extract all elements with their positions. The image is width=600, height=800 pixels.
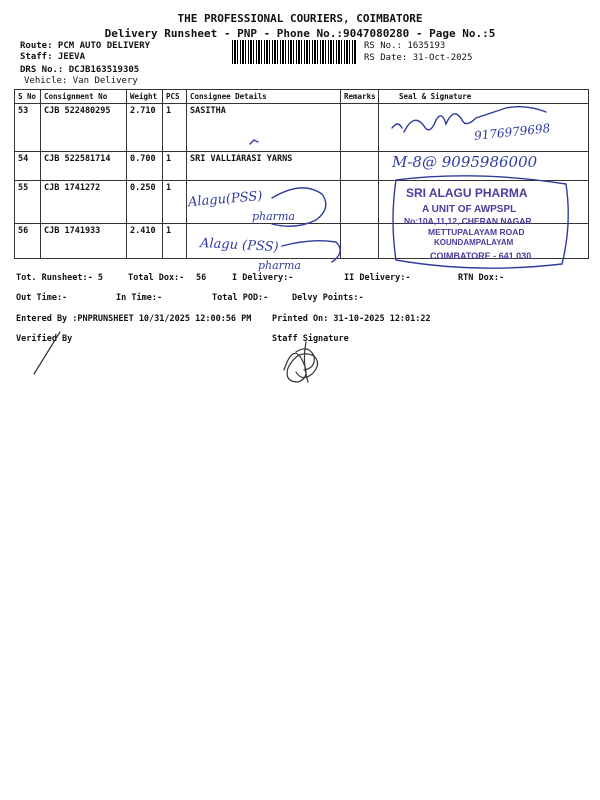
- total-dox-value: 56: [196, 273, 207, 283]
- consignment-cell: CJB 1741933: [41, 224, 127, 259]
- consignment-cell: CJB 1741272: [41, 181, 127, 224]
- pss-loop-55: [272, 188, 326, 226]
- signature-scribble-53: [392, 107, 546, 132]
- col-header: S No: [15, 90, 41, 104]
- total-dox-label: Total Dox:-: [128, 273, 185, 283]
- weight-cell: 0.250: [127, 181, 163, 224]
- col-header: Consignment No: [41, 90, 127, 104]
- entered-by: Entered By :PNPRUNSHEET 10/31/2025 12:00:56 PM: [16, 314, 252, 324]
- col-header: Seal & Signature: [379, 90, 589, 104]
- rs-no-label: RS No.: 1635193: [364, 41, 446, 51]
- consignment-cell: CJB 522581714: [41, 152, 127, 181]
- handwritten-phone-2: M-8@ 9095986000: [392, 153, 538, 171]
- sno-cell: 55: [15, 181, 41, 224]
- stamp-city: COIMBATORE - 641 030: [430, 251, 532, 261]
- total-pod-label: Total POD:-: [212, 293, 269, 303]
- i-delivery-label: I Delivery:-: [232, 273, 294, 283]
- total-runsheet: Tot. Runsheet:- 5: [16, 273, 103, 283]
- col-header: Remarks: [341, 90, 379, 104]
- weight-cell: 2.710: [127, 104, 163, 152]
- vehicle-label: Vehicle: Van Delivery: [24, 76, 138, 86]
- stamp-address-1: No:10A,11,12, CHERAN NAGAR: [404, 216, 532, 226]
- sno-cell: 53: [15, 104, 41, 152]
- verified-slash: [34, 332, 60, 374]
- pss-loop-56: [282, 241, 340, 262]
- consignment-cell: CJB 522480295: [41, 104, 127, 152]
- col-header: Consignee Details: [187, 90, 341, 104]
- consignee-cell: SRI VALLIARASI YARNS: [187, 152, 341, 181]
- staff-signature-scribble: [284, 342, 318, 382]
- col-header: PCS: [163, 90, 187, 104]
- drs-label: DRS No.: DCJB163519305: [20, 65, 140, 75]
- handwritten-pharma-1: pharma: [252, 210, 295, 223]
- weight-cell: 0.700: [127, 152, 163, 181]
- rtn-dox-label: RTN Dox:-: [458, 273, 505, 283]
- handwritten-pharma-2: pharma: [258, 259, 301, 272]
- consignee-cell: SASITHA: [187, 104, 341, 152]
- stamp-address-3: KOUNDAMPALAYAM: [434, 238, 514, 247]
- stamp-name: SRI ALAGU PHARMA: [406, 186, 528, 200]
- stamp-unit: A UNIT OF AWPSPL: [422, 204, 517, 215]
- weight-cell: 2.410: [127, 224, 163, 259]
- pcs-cell: 1: [163, 224, 187, 259]
- handwritten-alagu-2: Alagu (PSS): [199, 235, 279, 256]
- pcs-cell: 1: [163, 152, 187, 181]
- sno-cell: 56: [15, 224, 41, 259]
- ii-delivery-label: II Delivery:-: [344, 273, 411, 283]
- company-title: THE PROFESSIONAL COURIERS, COIMBATORE: [177, 12, 423, 25]
- delvy-points-label: Delvy Points:-: [292, 293, 364, 303]
- rs-date-label: RS Date: 31-Oct-2025: [364, 53, 473, 63]
- handwritten-alagu-1: Alagu(PSS): [187, 188, 263, 211]
- stamp-border: [393, 176, 568, 268]
- verified-by-label: Verified By: [16, 334, 73, 344]
- stamp-address-2: METTUPALAYAM ROAD: [428, 227, 525, 237]
- pcs-cell: 1: [163, 104, 187, 152]
- runsheet-title: Delivery Runsheet - PNP - Phone No.:9047080280 - Page No.:5: [104, 27, 496, 40]
- handwritten-phone-1: 9176979698: [473, 121, 551, 143]
- pcs-cell: 1: [163, 181, 187, 224]
- sasitha-tick: [250, 140, 258, 144]
- staff-label: Staff: JEEVA: [20, 52, 86, 62]
- col-header: Weight: [127, 90, 163, 104]
- out-time-label: Out Time:-: [16, 293, 68, 303]
- staff-signature-label: Staff Signature: [272, 334, 349, 344]
- route-label: Route: PCM AUTO DELIVERY: [20, 41, 151, 51]
- printed-on: Printed On: 31-10-2025 12:01:22: [272, 314, 431, 324]
- in-time-label: In Time:-: [116, 293, 163, 303]
- sno-cell: 54: [15, 152, 41, 181]
